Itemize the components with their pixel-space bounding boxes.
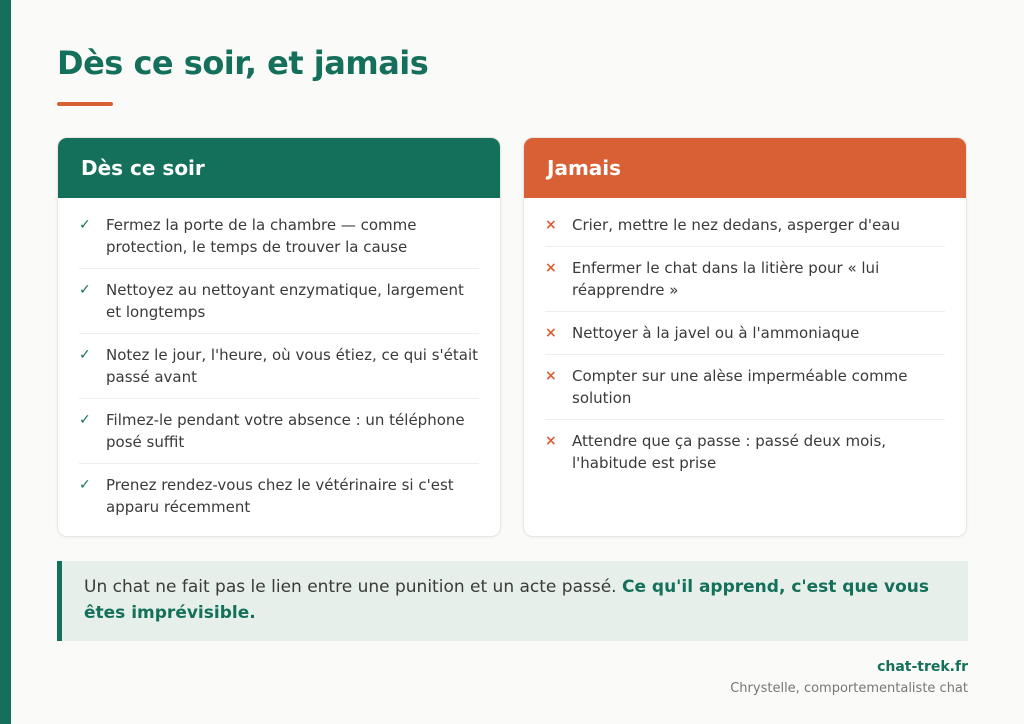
never-card [523,137,967,537]
never-item [545,247,945,312]
footer-site-name: chat-trek.fr [877,659,968,675]
cross-icon: × [545,368,557,384]
never-item [545,355,945,420]
cross-icon: × [545,260,557,276]
do-tonight-item-text: Nettoyez au nettoyant enzymatique, largement et longtemps [106,281,464,321]
do-tonight-item-text: Prenez rendez-vous chez le vétérinaire si c'est apparu récemment [106,476,454,516]
cross-icon: × [545,217,557,233]
do-tonight-item-text: Fermez la porte de la chambre — comme protection, le temps de trouver la cause [106,216,417,256]
never-item [545,420,945,484]
do-tonight-item-text: Notez le jour, l'heure, où vous étiez, ce qui s'était passé avant [106,346,479,386]
left-accent-stripe [0,0,11,724]
never-header [524,138,966,198]
do-tonight-item [79,269,479,334]
never-item-text: Compter sur une alèse imperméable comme solution [572,367,908,407]
title-underline [57,102,113,106]
check-icon: ✓ [79,217,91,233]
never-item-text: Enfermer le chat dans la litière pour « lui réapprendre » [572,259,880,299]
never-list [524,198,966,484]
do-tonight-item [79,204,479,269]
footer-author: Chrystelle, comportementaliste chat [730,681,968,696]
callout-emphasis: Ce qu'il apprend, c'est que vous êtes imprévisible. [84,577,930,623]
do-tonight-title: Dès ce soir [81,156,205,180]
check-icon: ✓ [79,412,91,428]
never-item-text: Crier, mettre le nez dedans, asperger d'eau [572,216,900,234]
never-item [545,204,945,247]
never-title: Jamais [547,156,622,180]
callout-text: Un chat ne fait pas le lien entre une punition et un acte passé. [84,577,617,597]
do-tonight-item [79,464,479,528]
check-icon: ✓ [79,477,91,493]
check-icon: ✓ [79,282,91,298]
do-tonight-item [79,334,479,399]
key-takeaway-callout [57,561,968,641]
page-title: Dès ce soir, et jamais [57,44,429,82]
do-tonight-item [79,399,479,464]
do-tonight-card [57,137,501,537]
cross-icon: × [545,325,557,341]
never-item-text: Attendre que ça passe : passé deux mois, l'habitude est prise [572,432,887,472]
do-tonight-header [58,138,500,198]
cross-icon: × [545,433,557,449]
check-icon: ✓ [79,347,91,363]
do-tonight-list [58,198,500,528]
do-tonight-item-text: Filmez-le pendant votre absence : un téléphone posé suffit [106,411,465,451]
never-item [545,312,945,355]
never-item-text: Nettoyer à la javel ou à l'ammoniaque [572,324,860,342]
